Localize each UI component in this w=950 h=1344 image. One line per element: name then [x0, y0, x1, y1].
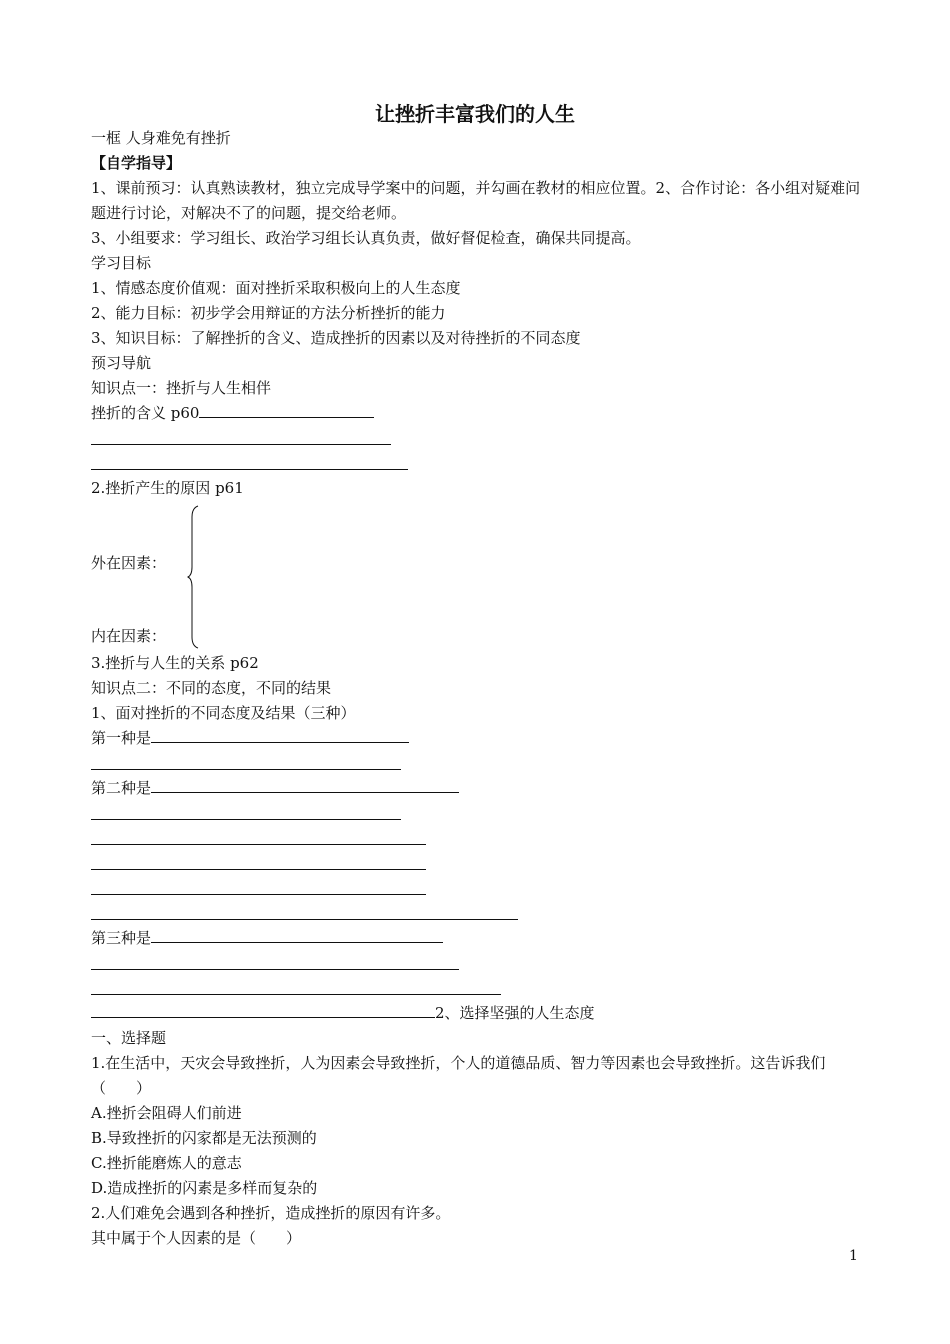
goal-1: 1、情感态度价值观：面对挫折采取积极向上的人生态度 [91, 279, 461, 297]
answer-blank [199, 401, 374, 418]
answer-blank [91, 1001, 435, 1018]
first-type-line [91, 726, 866, 751]
guide-text-3: 3、小组要求：学习组长、政治学习组长认真负责，做好督促检查，确保共同提高。 [91, 229, 641, 247]
kp1-heading: 知识点一：挫折与人生相伴 [91, 379, 272, 397]
question-2-stem: 2.人们难免会遇到各种挫折，造成挫折的原因有许多。 [91, 1204, 451, 1222]
question-2-stem-cont: 其中属于个人因素的是（ ） [91, 1229, 302, 1247]
question-1-option-a: A.挫折会阻碍人们前进 [91, 1104, 242, 1122]
guide-heading: 【自学指导】 [91, 154, 182, 172]
third-type-label: 第三种是 [91, 929, 152, 947]
section-heading: 一框 人身难免有挫折 [91, 129, 231, 147]
kp1-q1-line [91, 401, 866, 426]
guide-text-1: 1、课前预习：认真熟读教材，独立完成导学案中的问题，并勾画在教材的相应位置。2、合作讨论：各小组对疑难问题进行讨论，对解决不了的问题，提交给老师。 [91, 179, 861, 222]
answer-line [91, 826, 866, 851]
kp1-q3: 3.挫折与人生的关系 p62 [91, 654, 259, 672]
causes-block [91, 501, 866, 651]
page-number: 1 [849, 1248, 858, 1264]
answer-line [91, 901, 866, 926]
answer-line [91, 426, 866, 451]
internal-factor-label: 内在因素： [91, 627, 167, 645]
answer-line [91, 876, 866, 901]
kp2-heading: 知识点二：不同的态度，不同的结果 [91, 679, 332, 697]
answer-line [91, 451, 866, 476]
first-type-label: 第一种是 [91, 729, 152, 747]
answer-line [91, 851, 866, 876]
preview-heading: 预习导航 [91, 354, 152, 372]
kp2-q1: 1、面对挫折的不同态度及结果（三种） [91, 704, 356, 722]
document-body [91, 126, 866, 1251]
answer-blank [151, 776, 459, 793]
question-1-stem: 1.在生活中，天灾会导致挫折，人为因素会导致挫折，个人的道德品质、智力等因素也会导致挫折。这告诉我们（ ） [91, 1054, 826, 1097]
answer-blank [151, 726, 409, 743]
kp2-q2-label: 2、选择坚强的人生态度 [435, 1004, 595, 1022]
external-factor-label: 外在因素： [91, 554, 167, 572]
answer-line [91, 801, 866, 826]
third-type-line [91, 926, 866, 951]
kp1-q2: 2.挫折产生的原因 p61 [91, 479, 244, 497]
kp1-q1-label: 挫折的含义 p60 [91, 404, 200, 422]
kp2-q2-line [91, 1001, 866, 1026]
mc-heading: 一、选择题 [91, 1029, 167, 1047]
goals-heading: 学习目标 [91, 254, 152, 272]
answer-line [91, 751, 866, 776]
curly-brace-icon [187, 505, 201, 649]
goal-2: 2、能力目标：初步学会用辩证的方法分析挫折的能力 [91, 304, 446, 322]
second-type-line [91, 776, 866, 801]
answer-line [91, 951, 866, 976]
goal-3: 3、知识目标：了解挫折的含义、造成挫折的因素以及对待挫折的不同态度 [91, 329, 581, 347]
second-type-label: 第二种是 [91, 779, 152, 797]
question-1-option-d: D.造成挫折的闪素是多样而复杂的 [91, 1179, 318, 1197]
question-1-option-b: B.导致挫折的闪家都是无法预测的 [91, 1129, 317, 1147]
question-1-option-c: C.挫折能磨炼人的意志 [91, 1154, 242, 1172]
page-title: 让挫折丰富我们的人生 [375, 102, 575, 126]
answer-blank [151, 926, 443, 943]
answer-line [91, 976, 866, 1001]
